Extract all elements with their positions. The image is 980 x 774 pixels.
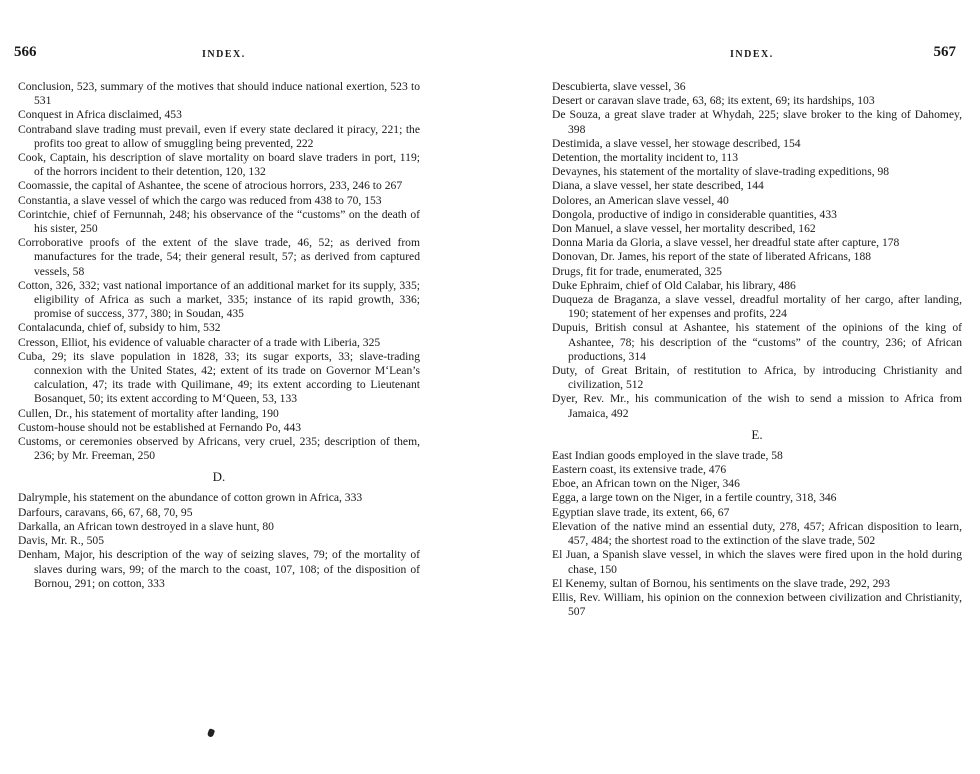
index-entry: Don Manuel, a slave vessel, her mortality described, 162 (552, 222, 816, 236)
index-entry: Conquest in Africa disclaimed, 453 (18, 108, 182, 122)
index-entry: Drugs, fit for trade, enumerated, 325 (552, 264, 722, 278)
ink-blot (207, 728, 215, 738)
section-d-list-continued (552, 80, 962, 421)
index-entry: Eastern coast, its extensive trade, 476 (552, 463, 727, 477)
index-entry: Conclusion, 523, summary of the motives that should induce national exertion, 523 to 531 (18, 80, 420, 108)
index-entry: Duqueza de Braganza, a slave vessel, dreadful mortality of her cargo, after landing, 190; statement of her expenses and profits, 224 (552, 293, 962, 321)
index-entry: Eboe, an African town on the Niger, 346 (552, 477, 740, 491)
index-entry: Cullen, Dr., his statement of mortality after landing, 190 (18, 406, 279, 420)
section-e-heading: E. (751, 426, 763, 442)
index-entry: Dolores, an American slave vessel, 40 (552, 193, 729, 207)
index-entry: Contalacunda, chief of, subsidy to him, 532 (18, 321, 221, 335)
right-running-head: INDEX. (730, 49, 774, 60)
index-entry: Dongola, productive of indigo in considerable quantities, 433 (552, 207, 837, 221)
index-entry: Duty, of Great Britain, of restitution to Africa, by introducing Christianity and civilization, 512 (552, 364, 962, 392)
left-running-head: INDEX. (202, 49, 246, 60)
index-entry: El Juan, a Spanish slave vessel, in which the slaves were fired upon in the hold during chase, 150 (552, 548, 962, 576)
index-entry: Descubierta, slave vessel, 36 (552, 80, 686, 93)
index-entry: Donna Maria da Gloria, a slave vessel, her dreadful state after capture, 178 (552, 236, 900, 250)
index-entry: Davis, Mr. R., 505 (18, 534, 104, 548)
index-entry: Donovan, Dr. James, his report of the state of liberated Africans, 188 (552, 250, 872, 264)
index-entry: Egyptian slave trade, its extent, 66, 67 (552, 505, 730, 519)
section-c-list (18, 80, 420, 463)
index-entry: Cresson, Elliot, his evidence of valuable character of a trade with Liberia, 325 (18, 335, 381, 349)
index-entry: Dalrymple, his statement on the abundance of cotton grown in Africa, 333 (18, 491, 363, 505)
section-d-list (18, 491, 420, 590)
left-page-entries (18, 80, 420, 591)
index-entry: Cotton, 326, 332; vast national importance of an additional market for its supply, 335; eligibility of Africa as such a market, 335; instance of its rapid growth, 336; promise of success, 377, 380; in Soudan, 435 (18, 278, 420, 321)
index-entry: Corintchie, chief of Fernunnah, 248; his observance of the “customs” on the death of his sister, 250 (18, 207, 420, 236)
index-entry: Destimida, a slave vessel, her stowage described, 154 (552, 136, 801, 150)
right-page (552, 0, 962, 774)
index-entry: Customs, or ceremonies observed by Africans, very cruel, 235; description of them, 236; by Mr. Freeman, 250 (18, 435, 420, 463)
right-page-entries (552, 80, 962, 619)
index-entry: Cook, Captain, his description of slave mortality on board slave traders in port, 119; of the horrors incident to their detention, 120, 132 (18, 151, 420, 179)
index-entry: East Indian goods employed in the slave trade, 58 (552, 448, 783, 462)
index-entry: Diana, a slave vessel, her state described, 144 (552, 179, 764, 193)
index-entry: Coomassie, the capital of Ashantee, the scene of atrocious horrors, 233, 246 to 267 (18, 179, 403, 193)
section-d-heading: D. (212, 469, 226, 485)
index-entry: Dyer, Rev. Mr., his communication of the wish to send a mission to Africa from Jamaica, 492 (552, 392, 962, 420)
index-entry: Corroborative proofs of the extent of the slave trade, 46, 52; as derived from manufactures for the trade, 54; their general result, 57; as derived from captured vessels, 58 (18, 236, 420, 278)
index-entry: Contraband slave trading must prevail, even if every state declared it piracy, 221; the profits too great to allow of smuggling being prevented, 222 (18, 122, 420, 150)
index-entry: Darfours, caravans, 66, 67, 68, 70, 95 (18, 505, 193, 519)
index-entry: Custom-house should not be established at Fernando Po, 443 (18, 420, 302, 434)
index-entry: Cuba, 29; its slave population in 1828, 33; its sugar exports, 33; slave-trading connexion with the United States, 42; extent of its trade on Governor M‘Lean’s calculation, 47; its trade with Quilimane, 49; its extent according to Lieutenant Bosanquet, 50; its extent according to M‘Queen, 53, 133 (18, 349, 420, 406)
left-page-header (14, 0, 420, 62)
index-entry: Darkalla, an African town destroyed in a slave hunt, 80 (18, 519, 274, 533)
index-entry: Ellis, Rev. William, his opinion on the connexion between civilization and Christianity, 507 (552, 590, 962, 619)
index-entry: Dupuis, British consul at Ashantee, his statement of the opinions of the king of Ashantee, 78; his description of the “customs” of the country, 236; of African productions, 314 (552, 321, 962, 363)
index-entry: Detention, the mortality incident to, 113 (552, 151, 738, 165)
right-page-header (552, 0, 962, 62)
left-page (14, 0, 420, 774)
index-entry: Desert or caravan slave trade, 63, 68; its extent, 69; its hardships, 103 (552, 94, 875, 108)
index-entry: Elevation of the native mind an essential duty, 278, 457; African disposition to learn, 457, 484; the shortest road to the extinction of the slave trade, 502 (552, 519, 962, 548)
index-entry: De Souza, a great slave trader at Whydah, 225; slave broker to the king of Dahomey, 398 (552, 108, 962, 136)
index-entry: El Kenemy, sultan of Bornou, his sentiments on the slave trade, 292, 293 (552, 576, 890, 590)
section-e-list (552, 449, 962, 619)
index-entry: Denham, Major, his description of the way of seizing slaves, 79; of the mortality of slaves during wars, 99; of the march to the coast, 107, 108; of the disposition of Bornou, 291; on cotton, 333 (18, 548, 420, 590)
right-page-number: 567 (933, 44, 956, 60)
index-entry: Duke Ephraim, chief of Old Calabar, his library, 486 (552, 278, 796, 292)
index-entry: Constantia, a slave vessel of which the cargo was reduced from 438 to 70, 153 (18, 193, 382, 207)
index-entry: Devaynes, his statement of the mortality of slave-trading expeditions, 98 (552, 165, 890, 179)
left-page-number: 566 (14, 44, 37, 60)
index-entry: Egga, a large town on the Niger, in a fertile country, 318, 346 (552, 491, 837, 505)
